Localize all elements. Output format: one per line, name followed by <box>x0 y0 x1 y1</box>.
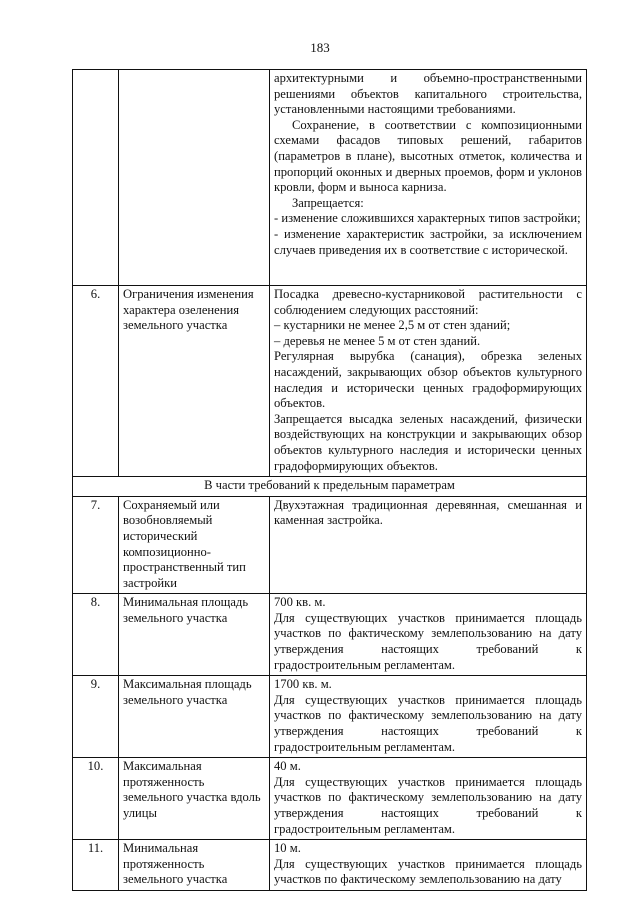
row-text-cell <box>270 286 587 477</box>
row-text-cell <box>270 758 587 840</box>
row-text-cell <box>270 496 587 594</box>
row-note: Для существующих участков принимается площадь участков по фактическому землепользованию на дату утверждения настоящих требований к градостроительным регламентам. <box>274 692 582 754</box>
paragraph: Посадка древесно-кустарниковой растительности с соблюдением следующих расстояний: <box>274 287 582 317</box>
row-name: Ограничения изменения характера озеленения земельного участка <box>119 286 270 477</box>
paragraph: Запрещается: <box>292 195 364 210</box>
paragraph: архитектурными и объемно-пространственными решениями объектов капитального строительства, установленными настоящими требованиями. <box>274 71 582 117</box>
paragraph: Запрещается высадка зеленых насаждений, физически воздействующих на конструкции и закрывающих обзор объектов культурного наследия и исторически ценных градоформирующих объектов. <box>274 411 582 473</box>
table-row <box>73 758 587 840</box>
row-text-cell <box>270 840 587 891</box>
table-row <box>73 840 587 891</box>
row-value: 10 м. <box>274 841 301 856</box>
row-name: Максимальная протяженность земельного участка вдоль улицы <box>119 758 270 840</box>
paragraph: Сохранение, в соответствии с композиционными схемами фасадов типовых решений, габаритов (параметров в плане), высотных отметок, количества и пропорций оконных и дверных проемов, форм и уклонов кровли, форм и выноса карниза. <box>274 117 582 195</box>
row-text-cell <box>270 70 587 286</box>
paragraph: – кустарники не менее 2,5 м от стен зданий; <box>274 318 511 333</box>
row-number: 11. <box>73 840 119 891</box>
row-number: 6. <box>73 286 119 477</box>
row-value: 1700 кв. м. <box>274 677 332 692</box>
row-value: 700 кв. м. <box>274 595 326 610</box>
table-row <box>73 676 587 758</box>
paragraph: - изменение характеристик застройки, за исключением случаев приведения их в соответствие с исторической. <box>274 226 582 257</box>
row-number-cell <box>73 70 119 286</box>
table-row <box>73 286 587 477</box>
row-number: 9. <box>73 676 119 758</box>
table-row <box>73 594 587 676</box>
row-note: Для существующих участков принимается площадь участков по фактическому землепользованию на дату утверждения настоящих требований к градостроительным регламентам. <box>274 774 582 836</box>
row-name: Максимальная площадь земельного участка <box>119 676 270 758</box>
row-number: 7. <box>73 496 119 594</box>
paragraph: - изменение сложившихся характерных типов застройки; <box>274 211 581 226</box>
page-number: 183 <box>310 40 330 55</box>
row-name: Минимальная площадь земельного участка <box>119 594 270 676</box>
section-header-row <box>73 477 587 497</box>
row-note: Для существующих участков принимается площадь участков по фактическому землепользованию на дату утверждения настоящих требований к градостроительным регламентам. <box>274 610 582 672</box>
section-header: В части требований к предельным параметрам <box>73 477 587 497</box>
row-name: Сохраняемый или возобновляемый исторический композиционно-пространственный тип застройки <box>119 496 270 594</box>
row-name: Минимальная протяженность земельного участка <box>119 840 270 891</box>
requirements-table <box>72 69 587 891</box>
table-row-continuation <box>73 70 587 286</box>
paragraph: Регулярная вырубка (санация), обрезка зеленых насаждений, закрывающих обзор объектов культурного наследия и исторически ценных градоформирующих объектов. <box>274 349 582 411</box>
row-text-cell <box>270 676 587 758</box>
row-value: 40 м. <box>274 759 301 774</box>
row-number: 10. <box>73 758 119 840</box>
row-note: Для существующих участков принимается площадь участков по фактическому землепользованию на дату <box>274 856 582 887</box>
row-name-cell <box>119 70 270 286</box>
paragraph: – деревья не менее 5 м от стен зданий. <box>274 333 481 348</box>
row-value: Двухэтажная традиционная деревянная, смешанная и каменная застройка. <box>274 497 582 528</box>
table-row <box>73 496 587 594</box>
row-text-cell <box>270 594 587 676</box>
row-number: 8. <box>73 594 119 676</box>
